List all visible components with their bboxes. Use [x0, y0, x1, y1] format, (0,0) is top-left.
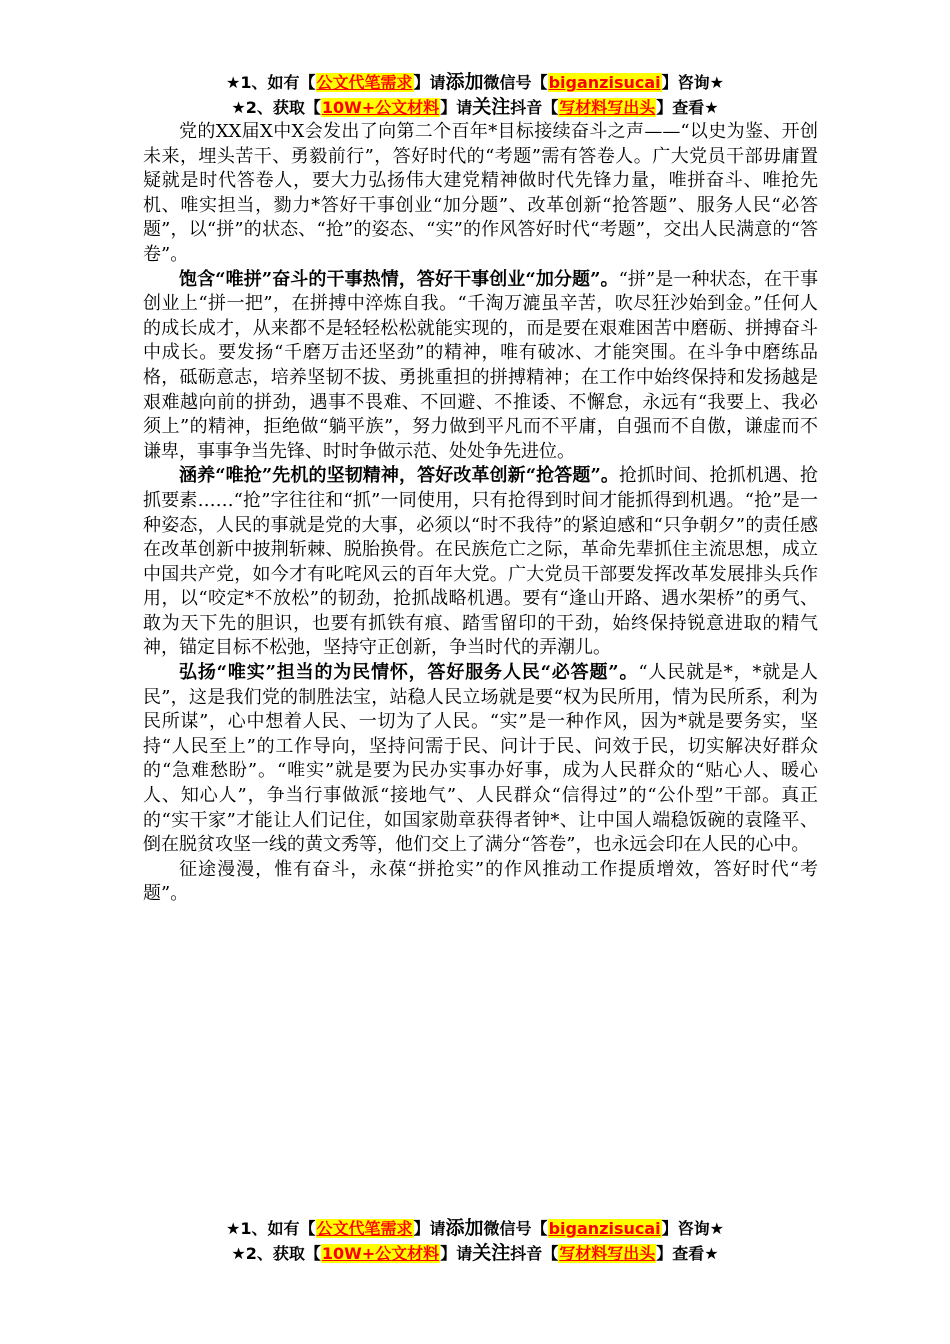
header-banner [0, 70, 950, 120]
paragraph-text: 征途漫漫，惟有奋斗，永葆“拼抢实”的作风推动工作提质增效，答好时代“考题”。 [143, 858, 818, 905]
banner-text: 】咨询★ [661, 1219, 724, 1238]
paragraph-intro [143, 120, 818, 268]
paragraph-text: 党的XX届X中X会发出了向第二个百年*目标接续奋斗之声——“以史为鉴、开创未来，埋头苦干、勇毅前行”，答好时代的“考题”需有答卷人。广大党员干部毋庸置疑就是时代答卷人，要大力弘扬伟大建党精神做时代先锋力量，唯拼奋斗、唯抢先机、唯实担当，勠力*答好干事创业“加分题”、改革创新“抢答题”、服务人民“必答题”，以“拼”的状态、“抢”的姿态、“实”的作风答好时代“考题”，交出人民满意的“答卷”。 [143, 121, 818, 265]
banner-text: 】请 [413, 73, 446, 92]
highlight-douyin[interactable]: 写材料写出头 [559, 98, 656, 117]
paragraph-lead: 弘扬“唯实”担当的为民情怀，答好服务人民“必答题”。 [179, 662, 639, 684]
banner-text: 】查看★ [656, 1244, 719, 1263]
banner-text: 】咨询★ [661, 73, 724, 92]
banner-text: 】请 [413, 1219, 446, 1238]
banner-text: 抖音【 [510, 98, 559, 117]
banner-emphasis: 添加 [445, 1217, 484, 1239]
banner-line-1 [0, 1216, 950, 1241]
banner-line-1 [0, 70, 950, 95]
highlight-douyin[interactable]: 写材料写出头 [559, 1244, 656, 1263]
banner-text: 】请 [440, 98, 473, 117]
paragraph-text: “人民就是*，*就是人民”，这是我们党的制胜法宝，站稳人民立场就是要“权为民所用，情为民所系，利为民所谋”，心中想着人民、一切为了人民。“实”是一种作风，因为*就是要务实，坚持“人民至上”的工作导向，坚持问需于民、问计于民、问效于民，切实解决好群众的“急难愁盼”。“唯实”就是要为民办实事办好事，成为人民群众的“贴心人、暖心人、知心人”，争当行事做派“接地气”、人民群众“信得过”的“公仆型”干部。真正的“实干家”才能让人们记住，如国家勋章获得者钟*、让中国人端稳饭碗的袁隆平、倒在脱贫攻坚一线的黄文秀等，他们交上了满分“答卷”，也永远会印在人民的心中。 [143, 662, 818, 856]
banner-text: ★2、获取【 [231, 98, 321, 117]
paragraph-lead: 涵养“唯抢”先机的坚韧精神，答好改革创新“抢答题”。 [179, 465, 619, 487]
highlight-wechat-id[interactable]: biganzisucai [548, 73, 661, 92]
banner-text: ★2、获取【 [231, 1244, 321, 1263]
paragraph-text: 抢抓时间、抢抓机遇、抢抓要素……“抢”字往往和“抓”一同使用，只有抢得到时间才能抓得到机遇。“抢”是一种姿态，人民的事就是党的大事，必须以“时不我待”的紧迫感和“只争朝夕”的责任感在改革创新中披荆斩棘、脱胎换骨。在民族危亡之际，革命先辈抓住主流思想，成立中国共产党，如今才有叱咤风云的百年大党。广大党员干部要发挥改革发展排头兵作用，以“咬定*不放松”的韧劲，抢抓战略机遇。要有“逢山开路、遇水架桥”的勇气、敢为天下先的胆识，也要有抓铁有痕、踏雪留印的干劲，始终保持锐意进取的精气神，锚定目标不松弛，坚持守正创新，争当时代的弄潮儿。 [143, 465, 818, 659]
banner-text: ★1、如有【 [226, 1219, 316, 1238]
banner-text: 】查看★ [656, 98, 719, 117]
banner-text: 微信号【 [483, 73, 548, 92]
banner-text: ★1、如有【 [226, 73, 316, 92]
paragraph-conclusion [143, 858, 818, 907]
banner-text: 微信号【 [483, 1219, 548, 1238]
paragraph-shi [143, 661, 818, 858]
paragraph-lead: 饱含“唯拼”奋斗的干事热情，答好干事创业“加分题”。 [179, 268, 619, 290]
highlight-ghostwriting[interactable]: 公文代笔需求 [316, 73, 413, 92]
highlight-materials[interactable]: 10W+公文材料 [321, 1244, 440, 1263]
highlight-ghostwriting[interactable]: 公文代笔需求 [316, 1219, 413, 1238]
banner-line-2 [0, 95, 950, 120]
highlight-wechat-id[interactable]: biganzisucai [548, 1219, 661, 1238]
banner-emphasis: 添加 [445, 71, 484, 93]
paragraph-qiang [143, 464, 818, 661]
banner-emphasis: 关注 [472, 1242, 511, 1264]
footer-banner [0, 1216, 950, 1266]
paragraph-text: “拼”是一种状态，在干事创业上“拼一把”，在拼搏中淬炼自我。“千淘万漉虽辛苦，吹尽狂沙始到金。”任何人的成长成才，从来都不是轻轻松松就能实现的，而是要在艰难困苦中磨砺、拼搏奋斗中成长。要发扬“千磨万击还坚劲”的精神，唯有破冰、才能突围。在斗争中磨练品格，砥砺意志，培养坚韧不拔、勇挑重担的拼搏精神；在工作中始终保持和发扬越是艰难越向前的拼劲，遇事不畏难、不回避、不推诿、不懈怠，永远有“我要上、我必须上”的精神，拒绝做“躺平族”，努力做到平凡而不平庸，自强而不自傲，谦虚而不谦卑，事事争当先锋、时时争做示范、处处争先进位。 [143, 268, 818, 462]
banner-line-2 [0, 1241, 950, 1266]
highlight-materials[interactable]: 10W+公文材料 [321, 98, 440, 117]
article-body [143, 120, 818, 907]
banner-text: 】请 [440, 1244, 473, 1263]
banner-text: 抖音【 [510, 1244, 559, 1263]
banner-emphasis: 关注 [472, 96, 511, 118]
paragraph-pin [143, 268, 818, 465]
